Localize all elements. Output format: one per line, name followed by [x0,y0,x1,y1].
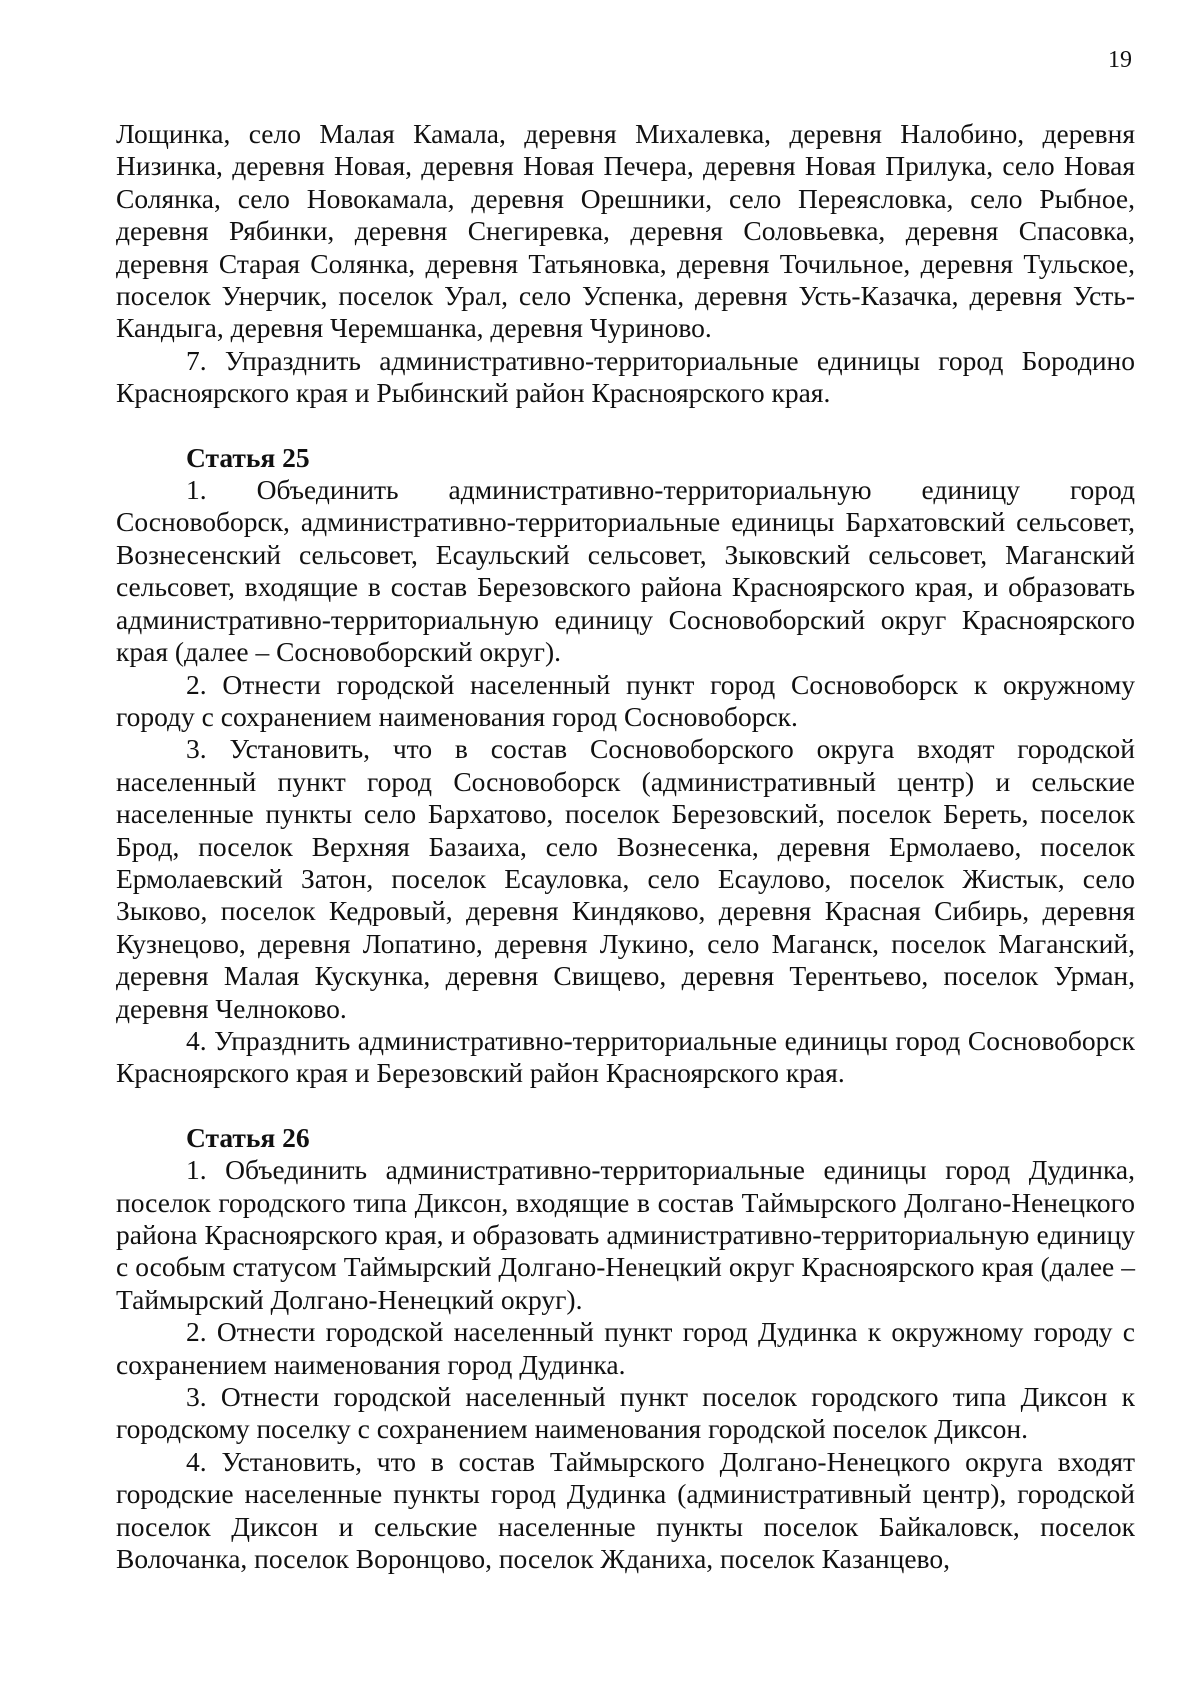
paragraph: 3. Установить, что в состав Сосновоборского округа входят городской населенный пункт город Сосновоборск (административный центр) и сельские населенные пункты село Бархатово, поселок Березовский, поселок Береть, поселок Брод, поселок Верхняя Базаиха, село Вознесенка, деревня Ермолаево, поселок Ермолаевский Затон, поселок Есауловка, село Есаулово, поселок Жистык, село Зыково, поселок Кедровый, деревня Киндяково, деревня Красная Сибирь, деревня Кузнецово, деревня Лопатино, деревня Лукино, село Маганск, поселок Маганский, деревня Малая Кускунка, деревня Свищево, деревня Терентьево, поселок Урман, деревня Челноково. [116,733,1135,1024]
paragraph: 2. Отнести городской населенный пункт город Дудинка к окружному городу с сохранением наименования город Дудинка. [116,1316,1135,1380]
paragraph: 7. Упразднить административно-территориальные единицы город Бородино Красноярского края и Рыбинский район Красноярского края. [116,344,1135,409]
paragraph: 4. Упразднить административно-территориальные единицы город Сосновоборск Красноярского края и Березовский район Красноярского края. [116,1024,1135,1089]
page-number: 19 [1108,47,1132,73]
paragraph: 1. Объединить административно-территориальные единицы город Дудинка, поселок городского типа Диксон, входящие в состав Таймырского Долгано-Ненецкого района Красноярского края, и образовать административно-территориальную единицу с особым статусом Таймырский Долгано-Ненецкий округ Красноярского края (далее – Таймырский Долгано-Ненецкий округ). [116,1154,1135,1315]
paragraph-continued: Лощинка, село Малая Камала, деревня Михалевка, деревня Налобино, деревня Низинка, деревня Новая, деревня Новая Печера, деревня Новая Прилука, село Новая Солянка, село Новокамала, деревня Орешники, село Переясловка, село Рыбное, деревня Рябинки, деревня Снегиревка, деревня Соловьевка, деревня Спасовка, деревня Старая Солянка, деревня Татьяновка, деревня Точильное, деревня Тульское, поселок Унерчик, поселок Урал, село Успенка, деревня Усть-Казачка, деревня Усть-Кандыга, деревня Черемшанка, деревня Чуриново. [116,118,1135,344]
paragraph: 3. Отнести городской населенный пункт поселок городского типа Диксон к городскому поселку с сохранением наименования городской поселок Диксон. [116,1381,1135,1445]
paragraph: 2. Отнести городской населенный пункт город Сосновоборск к окружному городу с сохранением наименования город Сосновоборск. [116,668,1135,732]
article-heading: Статья 25 [186,441,310,473]
paragraph: 4. Установить, что в состав Таймырского Долгано-Ненецкого округа входят городские населенные пункты город Дудинка (административный центр), городской поселок Диксон и сельские населенные пункты поселок Байкаловск, поселок Волочанка, поселок Воронцово, поселок Жданиха, поселок Казанцево, [116,1445,1135,1575]
article-heading: Статья 26 [186,1121,310,1153]
paragraph: 1. Объединить административно-территориальную единицу город Сосновоборск, административно-территориальные единицы Бархатовский сельсовет, Вознесенский сельсовет, Есаульский сельсовет, Зыковский сельсовет, Маганский сельсовет, входящие в состав Березовского района Красноярского края, и образовать административно-территориальную единицу Сосновоборский округ Красноярского края (далее – Сосновоборский округ). [116,474,1135,668]
document-body [116,118,1135,1575]
